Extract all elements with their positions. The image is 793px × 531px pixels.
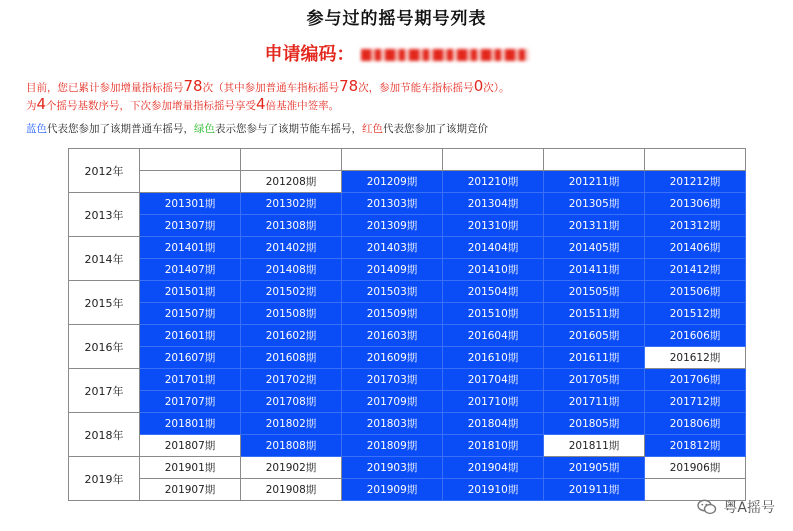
- period-cell: 201611期: [544, 347, 645, 369]
- period-cell: 201712期: [645, 391, 746, 413]
- period-cell: 201806期: [645, 413, 746, 435]
- period-cell: 201710期: [443, 391, 544, 413]
- summary-text-part: 次，参加节能车指标摇号: [358, 82, 474, 94]
- table-row: [69, 215, 746, 237]
- period-cell: 201608期: [241, 347, 342, 369]
- period-cell: 201604期: [443, 325, 544, 347]
- period-cell: 201305期: [544, 193, 645, 215]
- period-cell: 201902期: [241, 457, 342, 479]
- period-cell: 201306期: [645, 193, 746, 215]
- period-cell: 201810期: [443, 435, 544, 457]
- period-cell: 201808期: [241, 435, 342, 457]
- summary-text-part: 次）。: [483, 82, 510, 94]
- period-cell: 201703期: [342, 369, 443, 391]
- lottery-period-table: [68, 148, 746, 501]
- year-cell: 2019年: [69, 457, 140, 501]
- period-cell: 201711期: [544, 391, 645, 413]
- period-cell: 201310期: [443, 215, 544, 237]
- total-count: 78: [183, 77, 203, 95]
- period-cell: 201603期: [342, 325, 443, 347]
- period-cell: 201511期: [544, 303, 645, 325]
- period-cell: 201607期: [140, 347, 241, 369]
- legend-green-word: 绿色: [194, 123, 215, 135]
- period-cell: 201907期: [140, 479, 241, 501]
- period-cell: 201811期: [544, 435, 645, 457]
- period-cell: 201812期: [645, 435, 746, 457]
- period-cell: 201903期: [342, 457, 443, 479]
- empty-cell: [544, 149, 645, 171]
- year-cell: 2015年: [69, 281, 140, 325]
- period-cell: 201803期: [342, 413, 443, 435]
- period-cell: 201408期: [241, 259, 342, 281]
- table-row: [69, 479, 746, 501]
- period-cell: 201309期: [342, 215, 443, 237]
- period-cell: 201708期: [241, 391, 342, 413]
- period-cell: 201403期: [342, 237, 443, 259]
- period-cell: 201512期: [645, 303, 746, 325]
- period-cell: 201501期: [140, 281, 241, 303]
- empty-cell: [140, 149, 241, 171]
- period-cell: 201401期: [140, 237, 241, 259]
- period-cell: 201809期: [342, 435, 443, 457]
- watermark: [697, 497, 775, 517]
- period-cell: 201503期: [342, 281, 443, 303]
- period-cell: 201302期: [241, 193, 342, 215]
- summary-text-part: 为: [26, 100, 37, 112]
- period-cell: 201510期: [443, 303, 544, 325]
- period-cell: 201409期: [342, 259, 443, 281]
- period-cell: 201509期: [342, 303, 443, 325]
- period-cell: 201702期: [241, 369, 342, 391]
- period-cell: 201301期: [140, 193, 241, 215]
- table-row: [69, 325, 746, 347]
- period-cell: 201602期: [241, 325, 342, 347]
- period-cell: 201402期: [241, 237, 342, 259]
- green-count: 0: [473, 77, 484, 95]
- year-cell: 2016年: [69, 325, 140, 369]
- period-cell: 201911期: [544, 479, 645, 501]
- period-cell: 201405期: [544, 237, 645, 259]
- period-cell: 201506期: [645, 281, 746, 303]
- period-cell: 201609期: [342, 347, 443, 369]
- period-cell: 201901期: [140, 457, 241, 479]
- table-row: [69, 281, 746, 303]
- application-code-line: [0, 40, 793, 66]
- year-cell: 2017年: [69, 369, 140, 413]
- normal-count: 78: [339, 77, 359, 95]
- base-steps-count: 4: [36, 95, 47, 113]
- period-cell: 201312期: [645, 215, 746, 237]
- legend-red-word: 红色: [362, 123, 383, 135]
- summary-text: [26, 78, 766, 114]
- period-cell: 201410期: [443, 259, 544, 281]
- summary-line-2: [26, 96, 766, 114]
- period-cell: 201303期: [342, 193, 443, 215]
- period-cell: 201307期: [140, 215, 241, 237]
- summary-text-part: 目前，您已累计参加增量指标摇号: [26, 82, 184, 94]
- period-cell: 201701期: [140, 369, 241, 391]
- period-cell: 201411期: [544, 259, 645, 281]
- period-cell: 201707期: [140, 391, 241, 413]
- period-cell: 201909期: [342, 479, 443, 501]
- watermark-text: 粤A摇号: [723, 500, 775, 516]
- period-cell: 201706期: [645, 369, 746, 391]
- table-row: [69, 259, 746, 281]
- period-cell: 201212期: [645, 171, 746, 193]
- period-cell: 201908期: [241, 479, 342, 501]
- year-cell: 2012年: [69, 149, 140, 193]
- wechat-icon: [697, 499, 717, 515]
- period-cell: 201507期: [140, 303, 241, 325]
- period-cell: 201412期: [645, 259, 746, 281]
- year-cell: 2014年: [69, 237, 140, 281]
- period-cell: 201311期: [544, 215, 645, 237]
- period-cell: 201210期: [443, 171, 544, 193]
- legend-red-text: 代表您参加了该期竞价: [383, 123, 488, 135]
- period-cell: 201905期: [544, 457, 645, 479]
- table-row: [69, 413, 746, 435]
- period-cell: 201906期: [645, 457, 746, 479]
- period-cell: 201502期: [241, 281, 342, 303]
- table-row: [69, 457, 746, 479]
- period-cell: 201407期: [140, 259, 241, 281]
- period-cell: 201709期: [342, 391, 443, 413]
- period-cell: 201211期: [544, 171, 645, 193]
- period-cell: 201209期: [342, 171, 443, 193]
- multiplier-count: 4: [256, 95, 266, 113]
- period-cell: 201910期: [443, 479, 544, 501]
- empty-cell: [443, 149, 544, 171]
- period-cell: 201208期: [241, 171, 342, 193]
- period-cell: 201805期: [544, 413, 645, 435]
- table-row: [69, 391, 746, 413]
- period-cell: 201605期: [544, 325, 645, 347]
- period-cell: 201612期: [645, 347, 746, 369]
- period-cell: 201601期: [140, 325, 241, 347]
- period-cell: 201804期: [443, 413, 544, 435]
- period-cell: 201404期: [443, 237, 544, 259]
- period-cell: 201807期: [140, 435, 241, 457]
- legend-green-text: 表示您参与了该期节能车摇号，: [215, 123, 362, 135]
- color-legend: [26, 121, 766, 136]
- table-row: [69, 149, 746, 171]
- year-cell: 2013年: [69, 193, 140, 237]
- page-title: 参与过的摇号期号列表: [306, 9, 487, 29]
- table-row: [69, 435, 746, 457]
- period-cell: 201904期: [443, 457, 544, 479]
- period-cell: 201606期: [645, 325, 746, 347]
- empty-cell: [645, 149, 746, 171]
- masked-application-code: [361, 49, 529, 61]
- period-cell: 201610期: [443, 347, 544, 369]
- empty-cell: [140, 171, 241, 193]
- period-cell: 201802期: [241, 413, 342, 435]
- period-cell: 201304期: [443, 193, 544, 215]
- table-row: [69, 171, 746, 193]
- summary-text-part: 次（其中参加普通车指标摇号: [202, 82, 340, 94]
- period-cell: 201704期: [443, 369, 544, 391]
- empty-cell: [241, 149, 342, 171]
- application-code-label: 申请编码：: [264, 44, 355, 65]
- table-row: [69, 193, 746, 215]
- empty-cell: [342, 149, 443, 171]
- period-cell: 201504期: [443, 281, 544, 303]
- table-row: [69, 303, 746, 325]
- table-row: [69, 369, 746, 391]
- summary-line-1: [26, 78, 766, 96]
- year-cell: 2018年: [69, 413, 140, 457]
- legend-blue-text: 代表您参加了该期普通车摇号，: [47, 123, 194, 135]
- period-cell: 201801期: [140, 413, 241, 435]
- period-cell: 201406期: [645, 237, 746, 259]
- period-cell: 201508期: [241, 303, 342, 325]
- legend-blue-word: 蓝色: [26, 123, 47, 135]
- summary-text-part: 个摇号基数序号，下次参加增量指标摇号享受: [46, 100, 257, 112]
- summary-text-part: 倍基准中签率。: [265, 100, 340, 112]
- period-cell: 201705期: [544, 369, 645, 391]
- table-row: [69, 347, 746, 369]
- period-cell: 201505期: [544, 281, 645, 303]
- period-cell: 201308期: [241, 215, 342, 237]
- table-row: [69, 237, 746, 259]
